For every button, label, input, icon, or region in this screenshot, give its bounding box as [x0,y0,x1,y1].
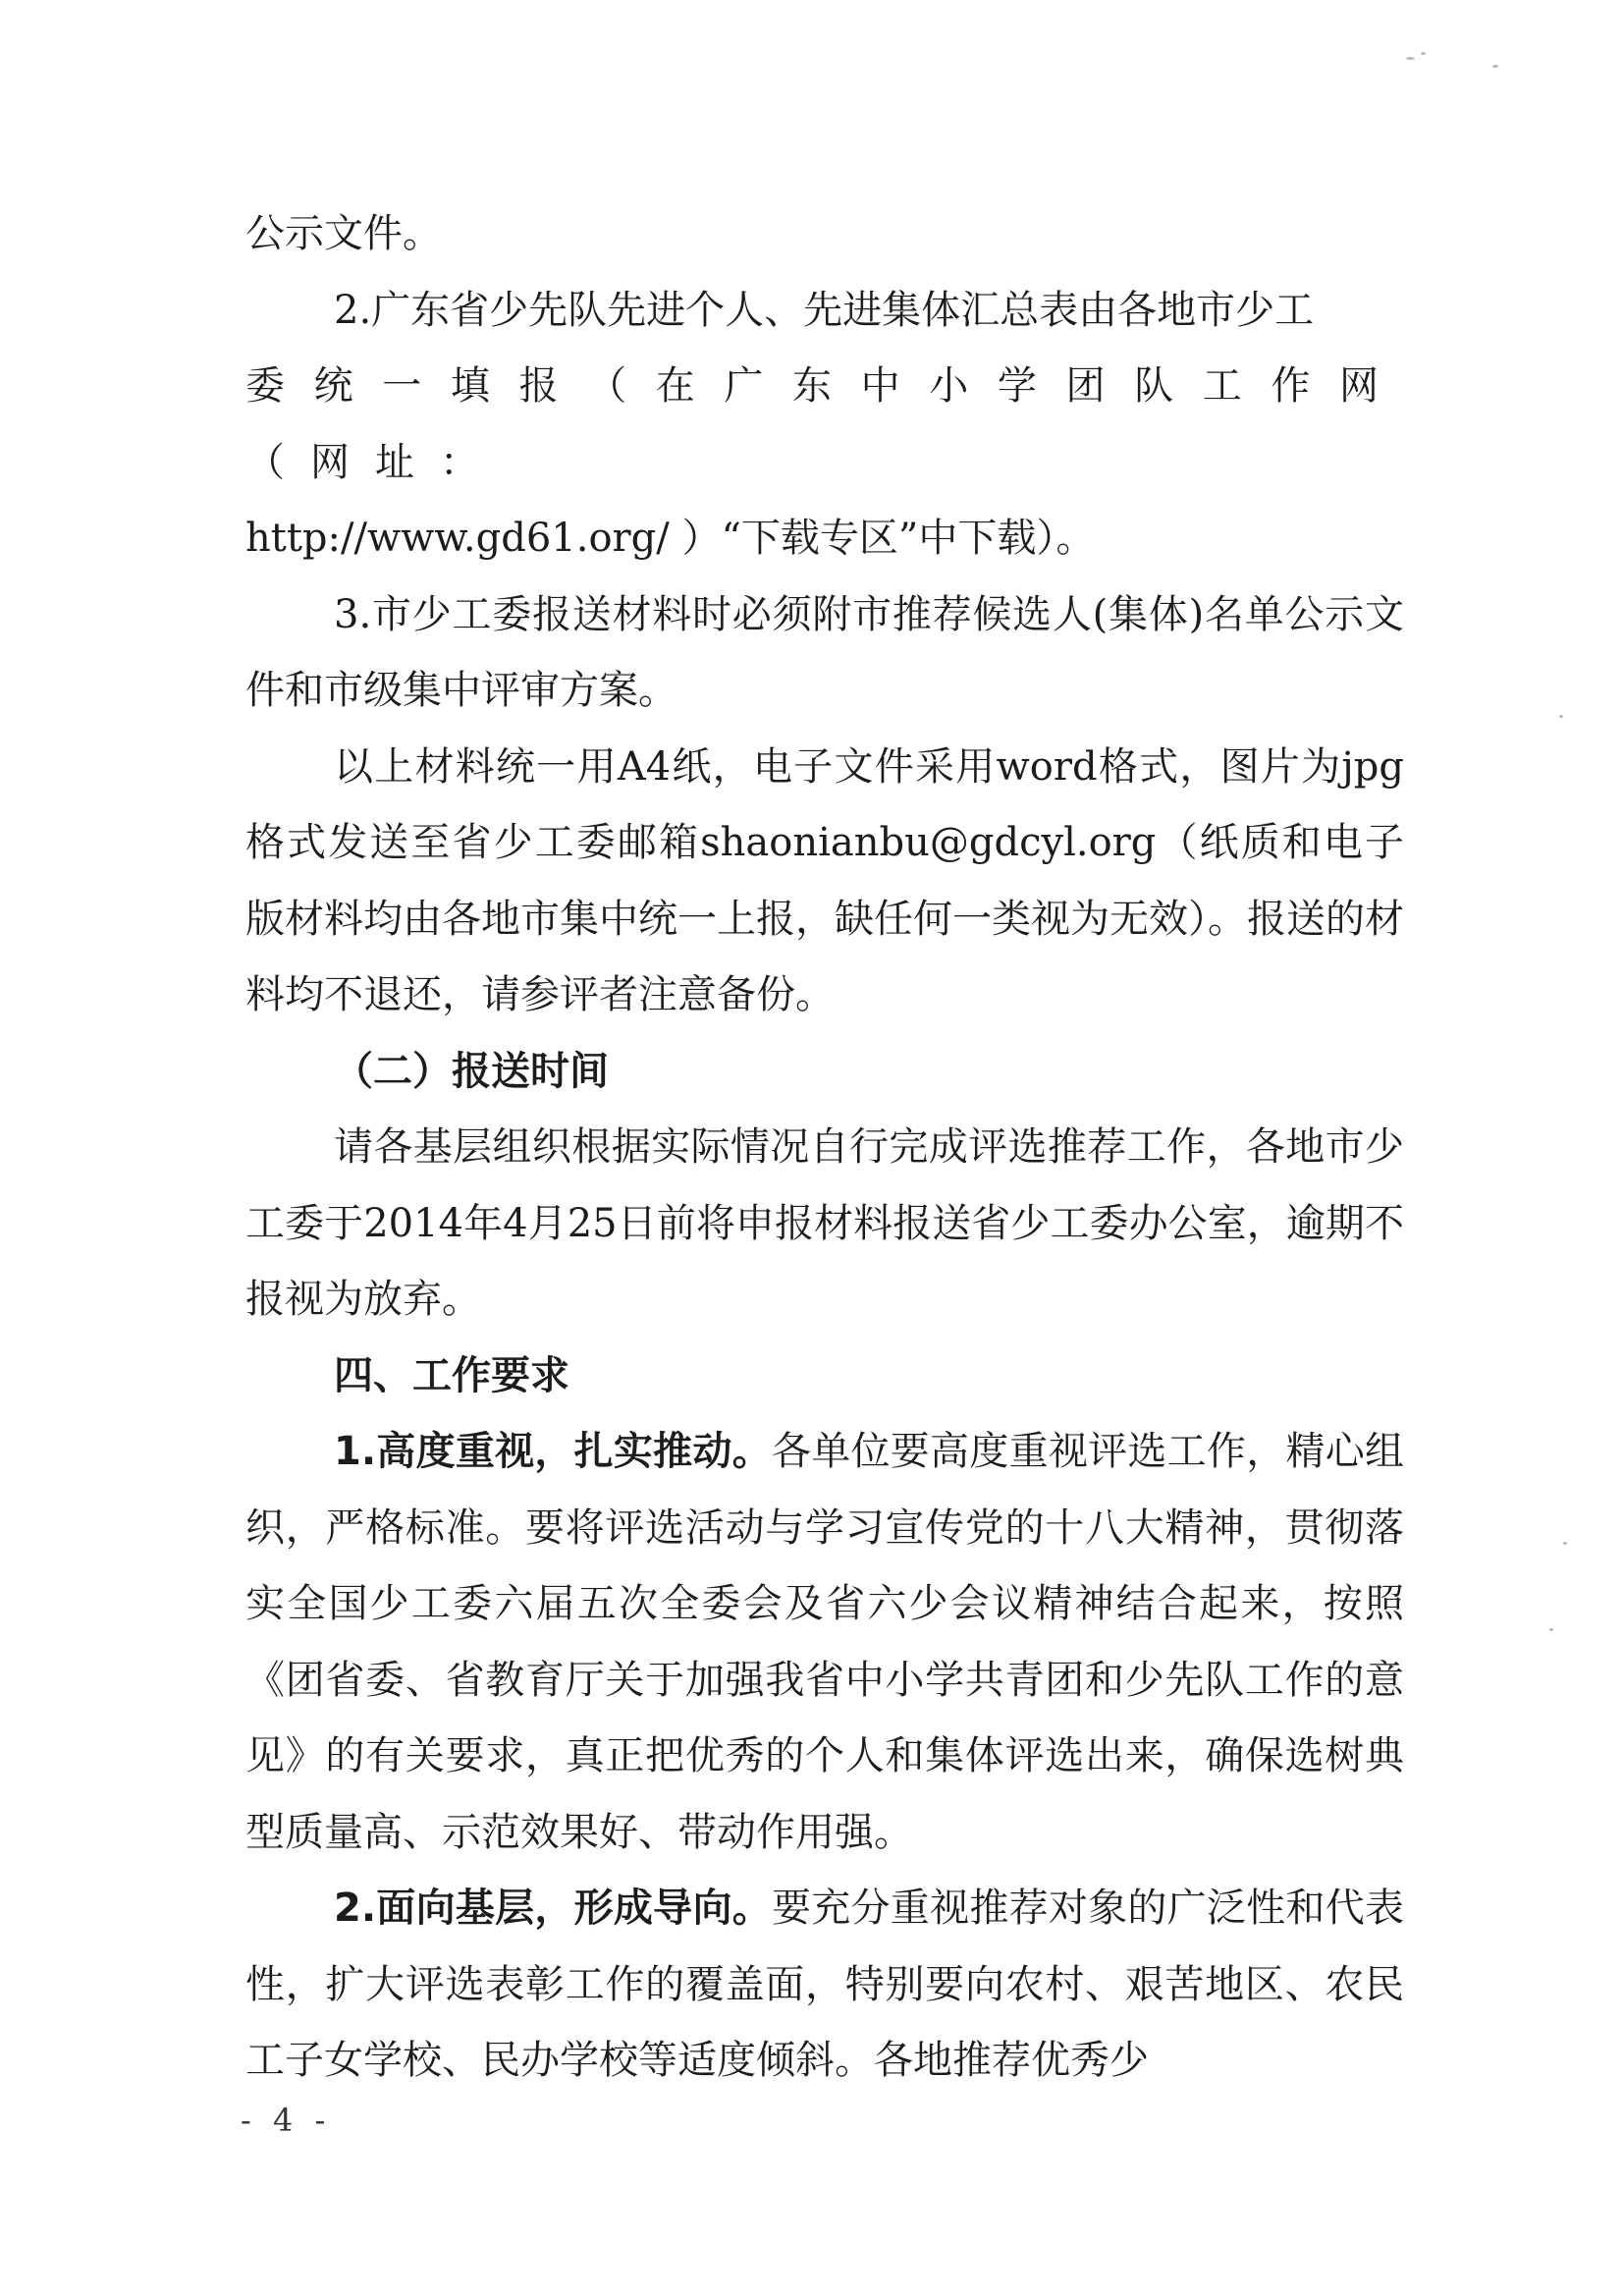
paragraph-materials: 以上材料统一用A4纸，电子文件采用word格式，图片为jpg格式发送至省少工委邮箱shaonianbu@gdcyl.org（纸质和电子版材料均由各地市集中统一上报，缺任何一类视为无效）。报送的材料均不退还，请参评者注意备份。 [245,743,1404,1017]
page-number: - 4 - [241,2102,332,2139]
scan-speck [1563,1542,1567,1545]
paragraph-submission-time: 请各基层组织根据实际情况自行完成评选推荐工作，各地市少工委于2014年4月25日前将申报材料报送省少工委办公室，逾期不报视为放弃。 [245,1124,1404,1322]
scan-speck [1549,1628,1553,1631]
scan-speck [1406,57,1415,60]
requirement-2-text: 要充分重视推荐对象的广泛性和代表性，扩大评选表彰工作的覆盖面，特别要向农村、艰苦地区、农民工子女学校、民办学校等适度倾斜。各地推荐优秀少 [245,1886,1405,2083]
requirement-1-text: 各单位要高度重视评选工作，精心组织，严格标准。要将评选活动与学习宣传党的十八大精神，贯彻落实全国少工委六届五次全委会及省六少会议精神结合起来，按照《团省委、省教育厅关于加强我省中小学共青团和少先队工作的意见》的有关要求，真正把优秀的个人和集体评选出来，确保选树典型质量高、示范效果好、带动作用强。 [245,1429,1405,1855]
section-heading-submission-time: （二）报送时间 [334,1048,609,1094]
scan-speck [1492,65,1498,68]
paragraph-continuation: 公示文件。 [245,211,442,256]
requirement-1-lead: 1.高度重视，扎实推动。 [334,1429,772,1474]
section-heading-work-requirements: 四、工作要求 [334,1352,569,1398]
document-body [245,196,1404,2100]
scan-speck [1421,52,1426,55]
paragraph-item-2-line-3: http://www.gd61.org/ ）“下载专区”中下载）。 [245,516,1096,561]
paragraph-requirement-1 [245,1414,1404,1871]
paragraph-item-2-line-2: 委统一填报（在广东中小学团队工作网（网址： [245,363,1404,485]
paragraph-item-3: 3.市少工委报送材料时必须附市推荐候选人(集体)名单公示文件和市级集中评审方案。 [245,591,1404,713]
requirement-2-lead: 2.面向基层，形成导向。 [334,1886,772,1931]
scan-speck [1559,715,1563,718]
paragraph-item-2: 2.广东省少先队先进个人、先进集体汇总表由各地市少工 [334,287,1315,333]
paragraph-requirement-2 [245,1871,1404,2100]
